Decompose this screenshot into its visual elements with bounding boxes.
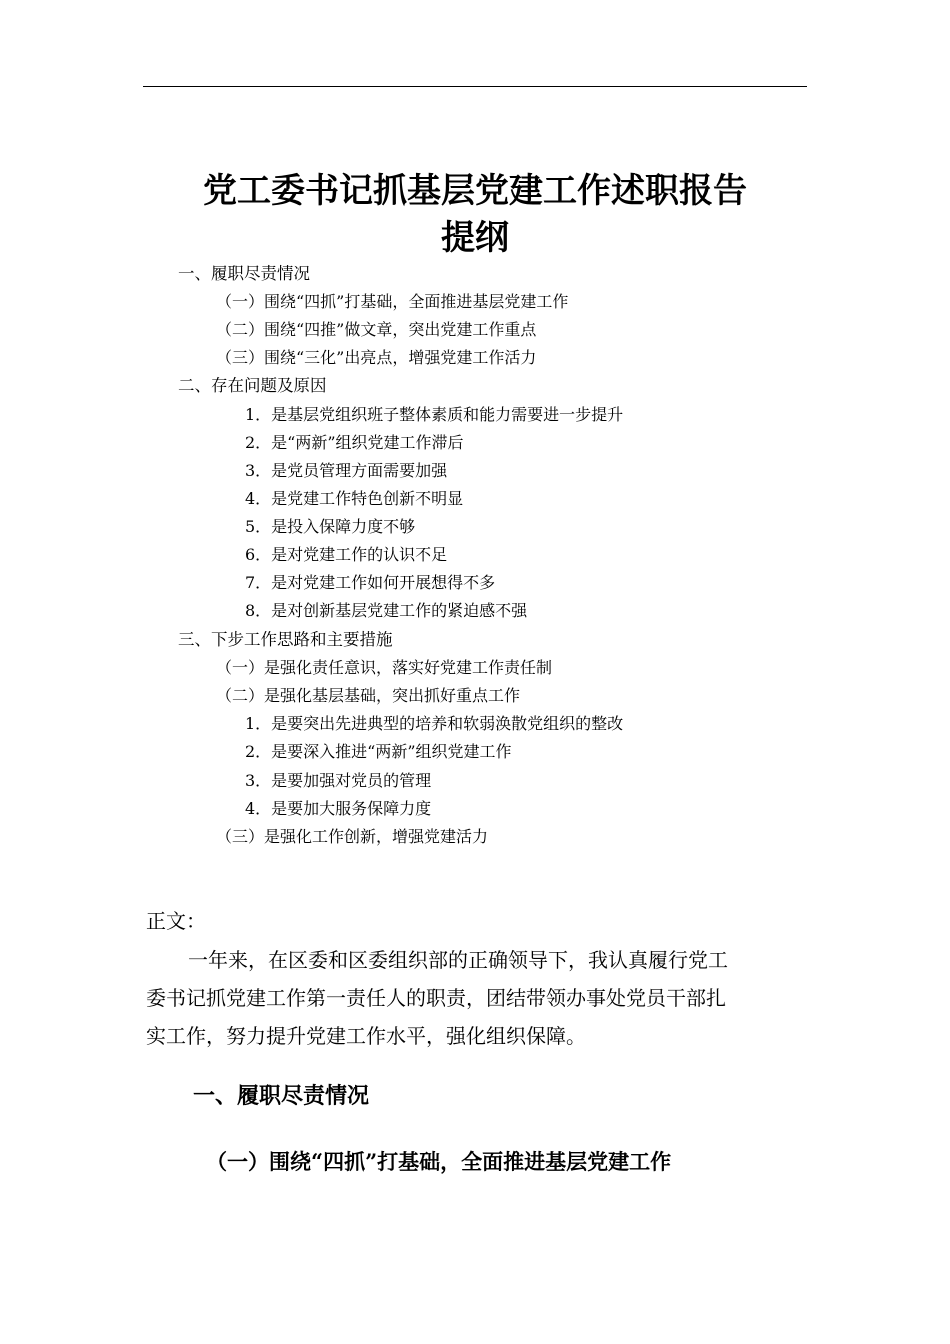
outline-item: 2．是“两新”组织党建工作滞后 [245, 433, 464, 452]
outline-item: 2．是要深入推进“两新”组织党建工作 [245, 742, 512, 761]
body-paragraph-line: 委书记抓党建工作第一责任人的职责，团结带领办事处党员干部扎 [146, 986, 726, 1010]
outline-item: （三）是强化工作创新，增强党建活力 [216, 827, 489, 846]
outline-section-3: 三、下步工作思路和主要措施 [178, 630, 393, 649]
body-heading-1: 一、履职尽责情况 [193, 1084, 370, 1109]
outline-item: 6．是对党建工作的认识不足 [245, 545, 448, 564]
document-title-line2: 提纲 [441, 218, 509, 258]
outline-item: 3．是要加强对党员的管理 [245, 771, 432, 790]
outline-section-2: 二、存在问题及原因 [178, 376, 327, 395]
header-rule [143, 86, 807, 87]
outline-item: （二）围绕“四推”做文章，突出党建工作重点 [216, 320, 537, 339]
outline-item: 3．是党员管理方面需要加强 [245, 461, 448, 480]
outline-item: 8．是对创新基层党建工作的紧迫感不强 [245, 601, 528, 620]
outline-item: （二）是强化基层基础，突出抓好重点工作 [216, 686, 521, 705]
body-heading-2: （一）围绕“四抓”打基础，全面推进基层党建工作 [206, 1149, 672, 1174]
body-label: 正文： [146, 909, 206, 933]
outline-item: （三）围绕“三化”出亮点，增强党建工作活力 [216, 348, 537, 367]
outline-item: （一）围绕“四抓”打基础，全面推进基层党建工作 [216, 292, 569, 311]
body-paragraph-line: 实工作，努力提升党建工作水平，强化组织保障。 [146, 1024, 586, 1048]
outline-item: 1．是要突出先进典型的培养和软弱涣散党组织的整改 [245, 714, 624, 733]
outline-item: 1．是基层党组织班子整体素质和能力需要进一步提升 [245, 405, 624, 424]
outline-section-1: 一、履职尽责情况 [178, 264, 310, 283]
outline-item: （一）是强化责任意识，落实好党建工作责任制 [216, 658, 553, 677]
outline-item: 5．是投入保障力度不够 [245, 517, 416, 536]
outline-item: 7．是对党建工作如何开展想得不多 [245, 573, 496, 592]
outline-item: 4．是党建工作特色创新不明显 [245, 489, 464, 508]
document-title-line1: 党工委书记抓基层党建工作述职报告 [203, 171, 747, 211]
body-paragraph-line: 一年来，在区委和区委组织部的正确领导下，我认真履行党工 [188, 948, 728, 972]
outline-item: 4．是要加大服务保障力度 [245, 799, 432, 818]
